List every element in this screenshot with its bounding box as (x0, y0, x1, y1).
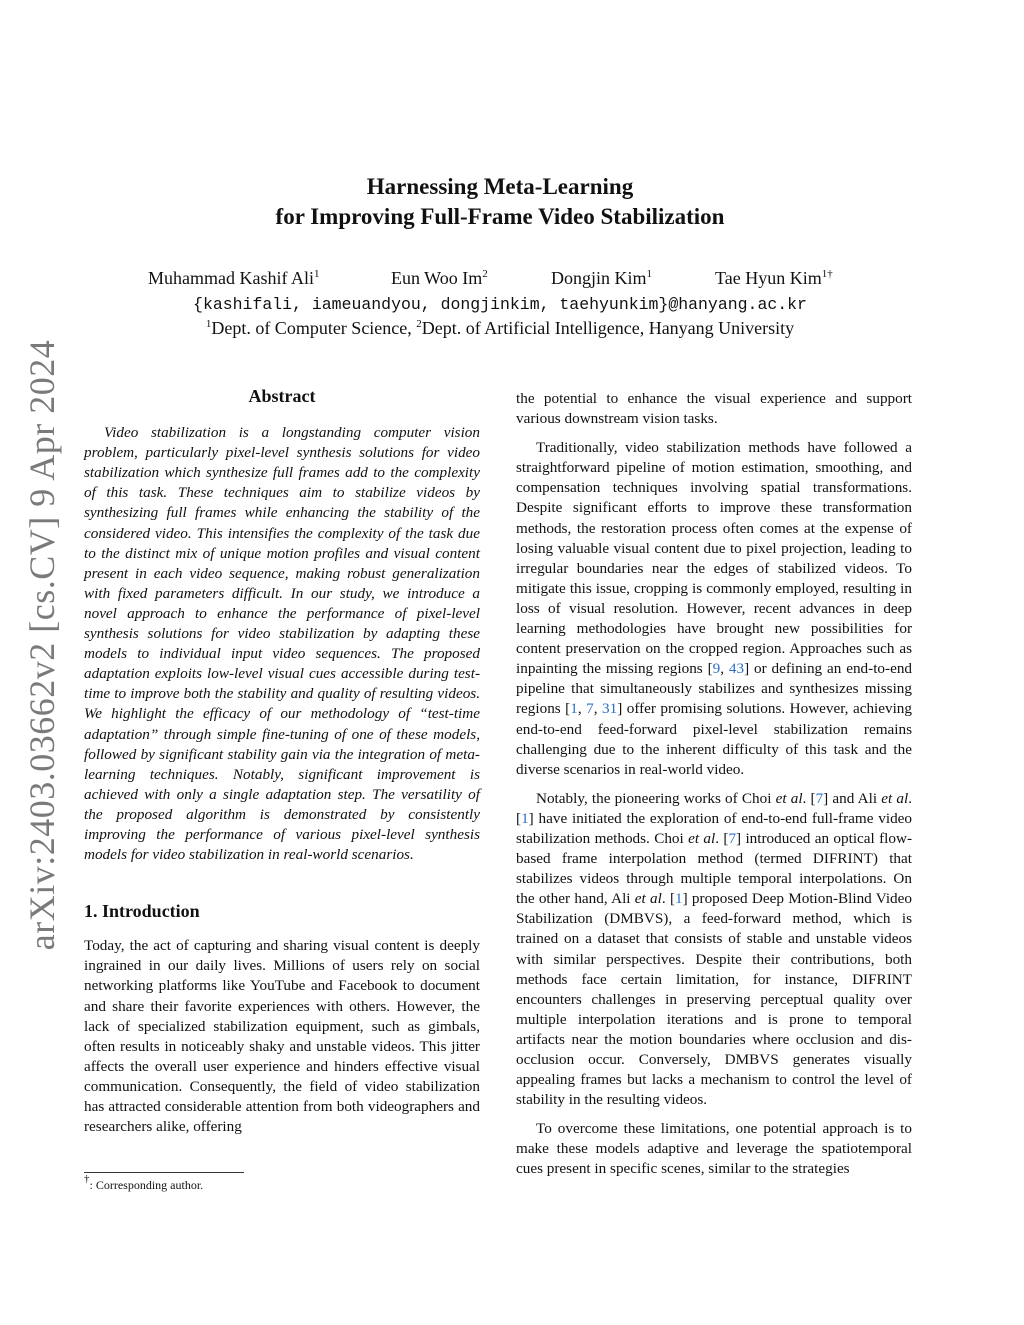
citation-link[interactable]: 1 (570, 700, 578, 718)
citation-link[interactable]: 7 (728, 829, 737, 847)
paper-title (0, 172, 1000, 232)
intro-paragraph-3: Notably, the pioneering works of Choi et al. [7] and Ali et al. [1] have initiated the exploration of end-to-end full-frame video stabilization methods. Choi et al. [7] introduced an optical flow-based frame interpolation method (termed DIFRINT) that stabilizes videos through multiple temporal interpolations. On the other hand, Ali et al. [1] proposed Deep Motion-Blind Video Stabilization (DMBVS), a feed-forward method, which is trained on a dataset that consists of stable and unstable videos with similar perspectives. Despite their contributions, both methods face certain limitation, for instance, DIFRINT encounters challenges in preserving perceptual quality over multiple interpolation iterations and is prone to temporal artifacts near the motion boundaries where occlusion and dis-occlusion occur. Conversely, DMBVS generates visually appealing frames but lacks a mechanism to control the level of stability in the resulting videos. (516, 789, 912, 1109)
author-4 (715, 268, 833, 289)
citation-link[interactable]: 43 (728, 660, 745, 678)
author-2 (391, 268, 488, 289)
intro-paragraph-2: Traditionally, video stabilization methods have followed a straightforward pipeline of motion estimation, smoothing, and compensation techniques involving spatial transformations. Despite significant efforts to improve these transformation methods, the restoration process often comes at the expense of losing valuable visual content due to pixel projection, leading to irregular boundaries near the edges of stabilized videos. To mitigate this issue, cropping is commonly employed, resulting in loss of visual resolution. However, recent advances in deep learning methodologies have brought new possibilities for content preservation on the cropped region. Approaches such as inpainting the missing regions [9, 43] or defining an end-to-end pipeline that simultaneously stabilizes and synthesizes missing regions [1, 7, 31] offer promising solutions. However, achieving end-to-end feed-forward pixel-level stabilization remains challenging due to the inherent difficulty of this task and the diverse scenarios in real-world video. (516, 439, 913, 778)
intro-paragraph-4: To overcome these limitations, one potential approach is to make these models adaptive and leverage the spatiotemporal cues present in specific scenes, similar to the strategies (516, 1120, 912, 1178)
author-affil-mark: 1 (313, 268, 320, 280)
footnote-mark: † (84, 1173, 90, 1185)
citation-link[interactable]: 1 (675, 890, 683, 908)
arxiv-id-text: arXiv:2403.03662v2 [cs.CV] 9 Apr 2024 (22, 339, 62, 951)
citation-link[interactable]: 31 (602, 700, 618, 718)
intro-paragraph-1: Today, the act of capturing and sharing visual content is deeply ingrained in our daily lives. Millions of users rely on social networking platforms like YouTube and Facebook to document and share their favorite experiences with others. However, the lack of specialized stabilization equipment, such as gimbals, often results in noticeably shaky and unstable videos. This jitter affects the overall user experience and hinders effective visual communication. Consequently, the field of video stabilization has attracted considerable attention from both videographers and researchers alike, offering (84, 937, 480, 1136)
affil-mark-2: 2 (416, 318, 422, 330)
title-line-2: for Improving Full-Frame Video Stabilization (275, 204, 725, 229)
affil-mark-1: 1 (205, 318, 212, 330)
author-affil-mark: 1 (646, 268, 653, 280)
right-column (516, 389, 912, 1189)
footnote-divider (84, 1172, 244, 1173)
affiliation-2: Dept. of Artificial Intelligence, Hanyang University (421, 318, 795, 338)
citation-link[interactable]: 7 (815, 789, 824, 807)
author-emails: {kashifali, iameuandyou, dongjinkim, taehyunkim}@hanyang.ac.kr (193, 295, 807, 314)
abstract-heading: Abstract (248, 386, 316, 406)
author-name: Eun Woo Im (391, 268, 483, 288)
author-name: Muhammad Kashif Ali (148, 268, 314, 288)
footnote-text: : Corresponding author. (89, 1178, 204, 1192)
author-3 (551, 268, 652, 289)
intro-paragraph-1-continued: the potential to enhance the visual experience and support various downstream vision tasks. (516, 390, 912, 428)
author-name: Tae Hyun Kim (715, 268, 822, 288)
abstract-text: Video stabilization is a longstanding computer vision problem, particularly pixel-level synthesis solutions for video stabilization which synthesize full frames add to the complexity of this task. These techniques aim to stabilize videos by synthesizing full frames while enhancing the stability of the considered video. This intensifies the complexity of the task due to the distinct mix of unique motion profiles and visual content present in each video sequence, making robust generalization with fixed parameters difficult. In our study, we introduce a novel approach to enhance the performance of pixel-level synthesis solutions for video stabilization by adapting these models to individual input video sequences. The proposed adaptation exploits low-level visual cues accessible during test-time to improve both the stability and quality of resulting videos. We highlight the efficacy of our methodology of “test-time adaptation” through simple fine-tuning of one of these models, followed by significant stability gain via the integration of meta-learning techniques. Notably, significant improvement is achieved with only a single adaptation step. The versatility of the proposed algorithm is demonstrated by consistently improving the performance of various pixel-level synthesis models for video stabilization in real-world scenarios. (84, 424, 480, 864)
author-affil-mark: 2 (482, 268, 488, 280)
left-column (84, 386, 480, 1146)
author-affil-mark: 1† (821, 268, 833, 280)
affiliation-1: Dept. of Computer Science, (211, 318, 417, 338)
section-heading-introduction: 1. Introduction (84, 901, 200, 922)
citation-link[interactable]: 9 (712, 660, 721, 678)
citation-link[interactable]: 7 (586, 700, 594, 718)
author-1 (148, 268, 319, 289)
author-name: Dongjin Kim (551, 268, 647, 288)
footnote (84, 1173, 204, 1193)
citation-link[interactable]: 1 (521, 809, 529, 827)
title-line-1: Harnessing Meta-Learning (366, 174, 634, 199)
affiliations (0, 318, 1000, 339)
